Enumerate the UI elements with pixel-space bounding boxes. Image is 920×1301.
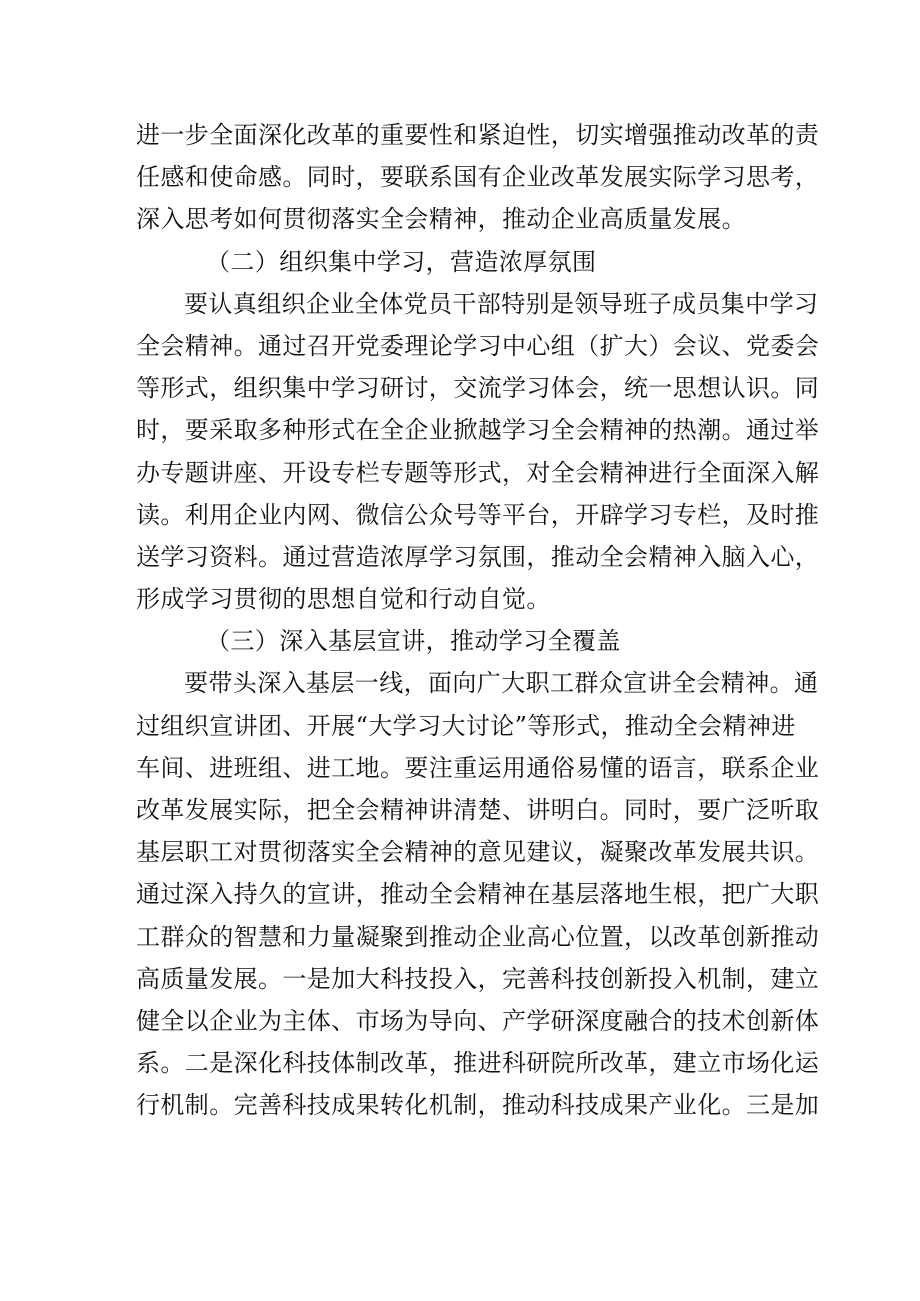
section-heading: （三）深入基层宣讲，推动学习全覆盖 [206,627,621,656]
text-line: 要认真组织企业全体党员干部特别是领导班子成员集中学习 [184,289,819,318]
text-line: 系。二是深化科技体制改革，推进科研院所改革，建立市场化运 [136,1049,820,1078]
text-line: 等形式，组织集中学习研讨，交流学习体会，统一思想认识。同 [136,374,820,403]
text-line: 过组织宣讲团、开展“大学习大讨论”等形式，推动全会精神进 [136,711,796,740]
text-line: 要带头深入基层一线，面向广大职工群众宣讲全会精神。通 [184,669,819,698]
text-line: 行机制。完善科技成果转化机制，推动科技成果产业化。三是加 [136,1091,820,1120]
section-heading: （二）组织集中学习，营造浓厚氛围 [206,247,597,276]
text-line: 基层职工对贯彻落实全会精神的意见建议，凝聚改革发展共识。 [136,838,820,867]
text-line: 工群众的智慧和力量凝聚到推动企业高心位置，以改革创新推动 [136,922,820,951]
text-line: 改革发展实际，把全会精神讲清楚、讲明白。同时，要广泛听取 [136,796,820,824]
text-line: 送学习资料。通过营造浓厚学习氛围，推动全会精神入脑入心， [136,542,820,571]
text-line: 通过深入持久的宣讲，推动全会精神在基层落地生根，把广大职 [136,880,820,909]
text-line: 全会精神。通过召开党委理论学习中心组（扩大）会议、党委会 [136,331,820,360]
text-line: 读。利用企业内网、微信公众号等平台，开辟学习专栏，及时推 [136,500,820,529]
text-line: 车间、进班组、进工地。要注重运用通俗易懂的语言，联系企业 [136,753,820,782]
text-line: 深入思考如何贯彻落实全会精神，推动企业高质量发展。 [136,205,746,234]
text-line: 时，要采取多种形式在全企业掀越学习全会精神的热潮。通过举 [136,416,820,445]
text-line: 任感和使命感。同时，要联系国有企业改革发展实际学习思考， [136,163,820,192]
text-line: 办专题讲座、开设专栏专题等形式，对全会精神进行全面深入解 [136,458,820,487]
body-text [136,114,820,1127]
text-line: 进一步全面深化改革的重要性和紧迫性，切实增强推动改革的责 [136,121,820,149]
text-line: 健全以企业为主体、市场为导向、产学研深度融合的技术创新体 [136,1006,820,1035]
text-line: 形成学习贯彻的思想自觉和行动自觉。 [136,585,551,614]
text-line: 高质量发展。一是加大科技投入，完善科技创新投入机制，建立 [136,964,820,993]
